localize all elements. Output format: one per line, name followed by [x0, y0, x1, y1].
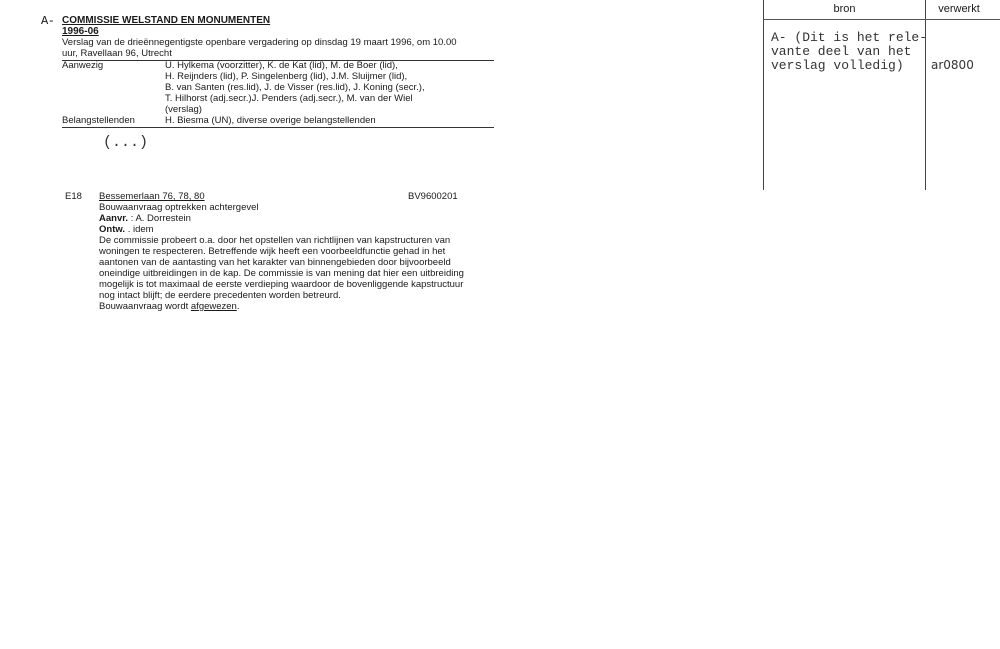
present-line: U. Hylkema (voorzitter), K. de Kat (lid), M. de Boer (lid),: [165, 60, 398, 71]
meeting-number: 1996-06: [62, 26, 99, 37]
section-marker: A-: [41, 14, 55, 28]
applicant-value: : A. Dorrestein: [130, 213, 191, 224]
item-body-line: De commissie probeert o.a. door het opstellen van richtlijnen van kapstructuren van: [99, 235, 451, 246]
commission-title: COMMISSIE WELSTAND EN MONUMENTEN: [62, 15, 271, 26]
item-body-line: nog intact blijft; de eerdere precedenten worden betreurd.: [99, 290, 341, 301]
source-column-header: bron: [833, 3, 856, 15]
applicant-row: [99, 213, 191, 224]
designer-label: Ontw.: [99, 224, 126, 235]
side-table-header-rule: [763, 19, 1000, 20]
processed-column-header: verwerkt: [938, 3, 980, 15]
interested-label: Belangstellenden: [62, 115, 135, 126]
present-line: B. van Santen (res.lid), J. de Visser (res.lid), J. Koning (secr.),: [165, 82, 425, 93]
decision-line: [99, 301, 239, 312]
present-label: Aanwezig: [62, 60, 104, 71]
omission-ellipsis: (...): [103, 134, 149, 151]
designer-row: [99, 224, 154, 235]
processed-code: ar0800: [931, 58, 974, 72]
source-note-line: vante deel van het: [771, 44, 912, 59]
side-table-column-divider: [925, 0, 926, 190]
decision-value: afgewezen: [190, 301, 237, 312]
item-body-line: mogelijk is tot maximaal de eerste verdieping waardoor de bovenliggende kapstructuur: [99, 279, 464, 290]
decision-prefix: Bouwaanvraag wordt: [99, 301, 191, 312]
source-note-line: A- (Dit is het rele-: [771, 30, 928, 45]
applicant-label: Aanvr.: [99, 213, 129, 224]
source-note-line: verslag volledig): [771, 58, 904, 73]
designer-value: . idem: [127, 224, 154, 235]
item-subject: Bouwaanvraag optrekken achtergevel: [99, 202, 259, 213]
present-line: (verslag): [165, 104, 202, 115]
side-table-left-border: [763, 0, 764, 190]
item-code: E18: [65, 191, 82, 202]
report-line-1: Verslag van de drieënnegentigste openbare vergadering op dinsdag 19 maart 1996, om 10.00: [62, 37, 457, 48]
decision-suffix: .: [236, 301, 240, 312]
present-line: T. Hilhorst (adj.secr.)J. Penders (adj.secr.), M. van der Wiel: [165, 93, 413, 104]
item-reference: BV9600201: [408, 191, 458, 202]
present-line: H. Reijnders (lid), P. Singelenberg (lid), J.M. Sluijmer (lid),: [165, 71, 408, 82]
report-line-2: uur, Ravellaan 96, Utrecht: [62, 48, 172, 59]
item-body-line: aantonen van de aantasting van het karakter van binnengebieden door bijvoorbeeld: [99, 257, 451, 268]
interested-value: H. Biesma (UN), diverse overige belangstellenden: [165, 115, 376, 126]
item-body-line: oneindige uitbreidingen in de kap. De commissie is van mening dat hier een uitbreiding: [99, 268, 464, 279]
item-body-line: woningen te respecteren. Betreffende wijk heeft een voorbeeldfunctie gehad in het: [99, 246, 446, 257]
item-address: Bessemerlaan 76, 78, 80: [99, 191, 205, 202]
attendance-divider: [62, 127, 494, 128]
